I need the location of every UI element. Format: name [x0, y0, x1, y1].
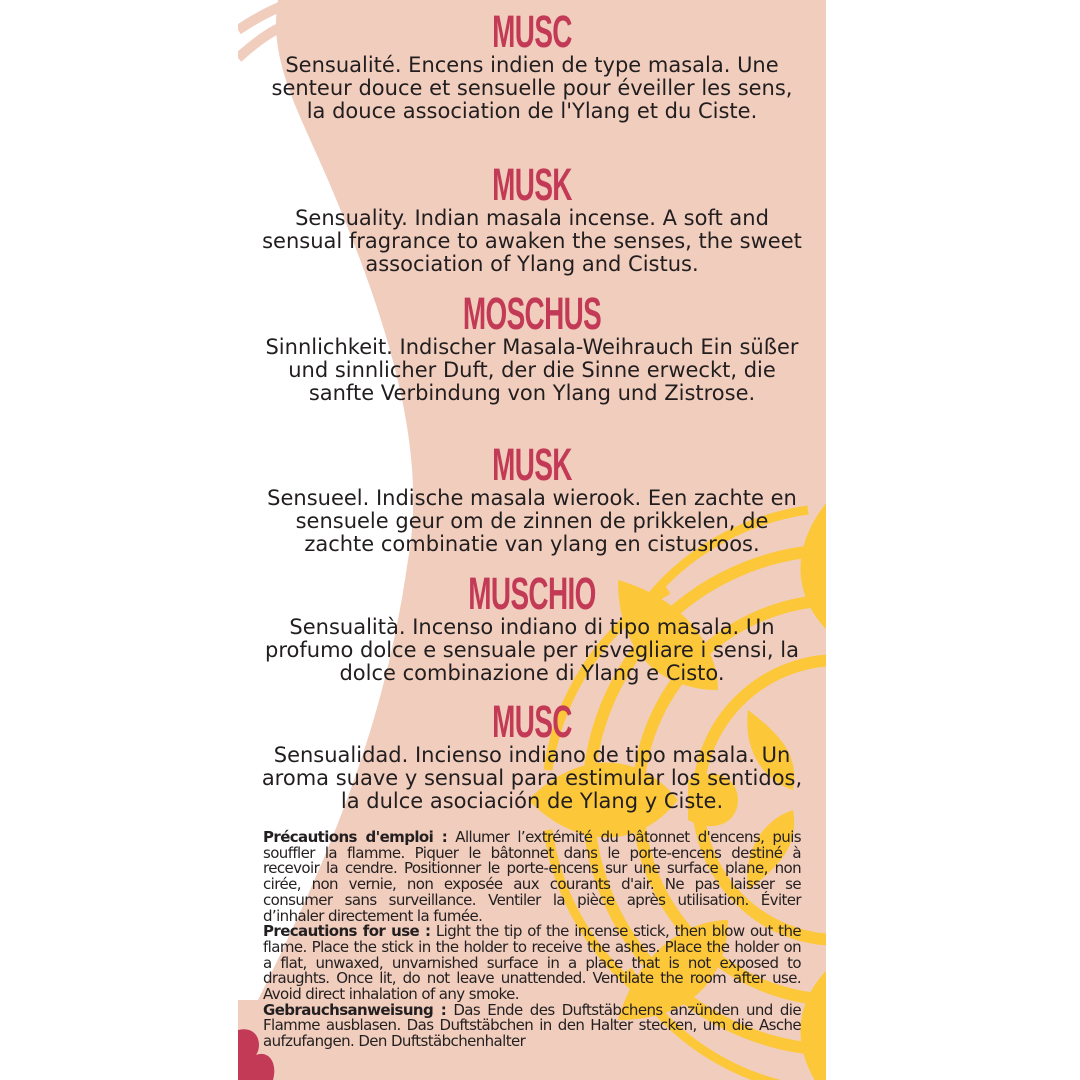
precautions-text: Das Ende des Duftstäbchens anzünden und die Flamme ausblasen. Das Duftstäbchen in den Halter stecken, um die Asche aufzufangen. Den Duftstäbchenhalter [263, 1000, 801, 1051]
section-description: Sensualità. Incenso indiano di tipo masala. Un profumo dolce e sensuale per risvegliare i sensi, la dolce combinazione di Ylang e Cisto. [265, 615, 799, 685]
section-title: MUSCHIO [468, 568, 596, 619]
section-title: MUSK [492, 159, 572, 210]
product-label [238, 0, 826, 1080]
precautions-fr [263, 830, 801, 924]
section-de [260, 288, 804, 405]
precautions-de [263, 1000, 801, 1051]
section-description: Sensualidad. Incienso indiano de tipo masala. Un aroma suave y sensual para estimular los sentidos, la dulce asociación de Ylang y Ciste. [261, 743, 803, 813]
precautions-text: Allumer l’extrémité du bâtonnet d'encens, puis souffler la flamme. Piquer le bâtonnet dans le porte-encens destiné à recevoir la cendre. Positionner le porte-encens sur une surface plane, non cirée, non vernie, non exposée aux courants d'air. Ne pas laisser se consumer sans surveillance. Ventiler la pièce après utilisation. Éviter d’inhaler directement la fumée. [263, 828, 802, 925]
section-en [260, 159, 804, 276]
section-nl [260, 439, 804, 556]
label-content [238, 0, 826, 1080]
precautions-heading: Precautions for use : [263, 922, 431, 941]
precautions-text: Light the tip of the incense stick, then blow out the flame. Place the stick in the holder to receive the ashes. Place the holder on a flat, unwaxed, unvarnished surface in a place that is not exposed to draughts. Once lit, do not leave unattended. Ventilate the room after use. Avoid direct inhalation of any smoke. [263, 922, 802, 1004]
section-it [260, 568, 804, 685]
section-description: Sensualité. Encens indien de type masala. Une senteur douce et sensuelle pour éveiller les sens, la douce association de l'Ylang et du Ciste. [271, 53, 793, 123]
section-fr [260, 6, 804, 123]
precautions-block [263, 830, 801, 1050]
precautions-en [263, 924, 801, 1003]
section-es [260, 696, 804, 813]
section-description: Sinnlichkeit. Indischer Masala-Weihrauch Ein süßer und sinnlicher Duft, der die Sinne erweckt, die sanfte Verbindung von Ylang und Zistrose. [265, 335, 799, 405]
section-title: MUSC [492, 6, 572, 57]
section-description: Sensuality. Indian masala incense. A soft and sensual fragrance to awaken the senses, the sweet association of Ylang and Cistus. [262, 206, 802, 276]
precautions-heading: Gebrauchsanweisung : [263, 1000, 447, 1019]
section-title: MOSCHUS [462, 288, 602, 339]
section-title: MUSC [492, 696, 572, 747]
section-title: MUSK [492, 439, 572, 490]
precautions-heading: Précautions d'emploi : [263, 828, 448, 846]
section-description: Sensueel. Indische masala wierook. Een zachte en sensuele geur om de zinnen de prikkelen, de zachte combinatie van ylang en cistusroos. [267, 486, 797, 556]
